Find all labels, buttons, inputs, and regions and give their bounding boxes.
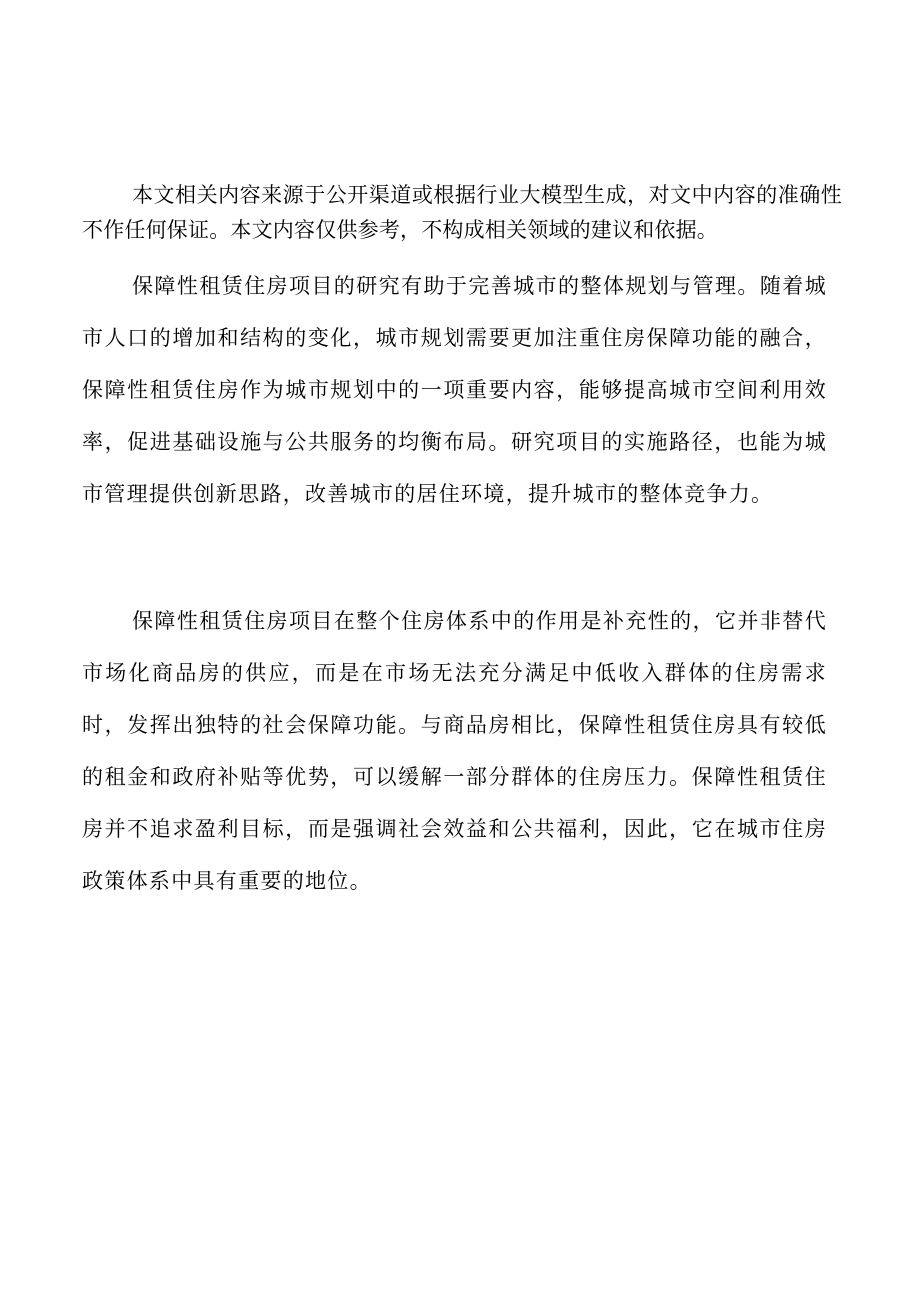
body-paragraph-1: 保障性租赁住房项目的研究有助于完善城市的整体规划与管理。随着城市人口的增加和结构的变化，城市规划需要更加注重住房保障功能的融合，保障性租赁住房作为城市规划中的一项重要内容，能够提高城市空间利用效率，促进基础设施与公共服务的均衡布局。研究项目的实施路径，也能为城市管理提供创新思路，改善城市的居住环境，提升城市的整体竞争力。 xyxy=(82,274,827,506)
body-paragraph-2: 保障性租赁住房项目在整个住房体系中的作用是补充性的，它并非替代市场化商品房的供应，而是在市场无法充分满足中低收入群体的住房需求时，发挥出独特的社会保障功能。与商品房相比，保障性租赁住房具有较低的租金和政府补贴等优势，可以缓解一部分群体的住房压力。保障性租赁住房并不追求盈利目标，而是强调社会效益和公共福利，因此，它在城市住房政策体系中具有重要的地位。 xyxy=(82,609,827,893)
disclaimer-paragraph: 本文相关内容来源于公开渠道或根据行业大模型生成，对文中内容的准确性不作任何保证。本文内容仅供参考，不构成相关领域的建议和依据。 xyxy=(82,183,842,242)
